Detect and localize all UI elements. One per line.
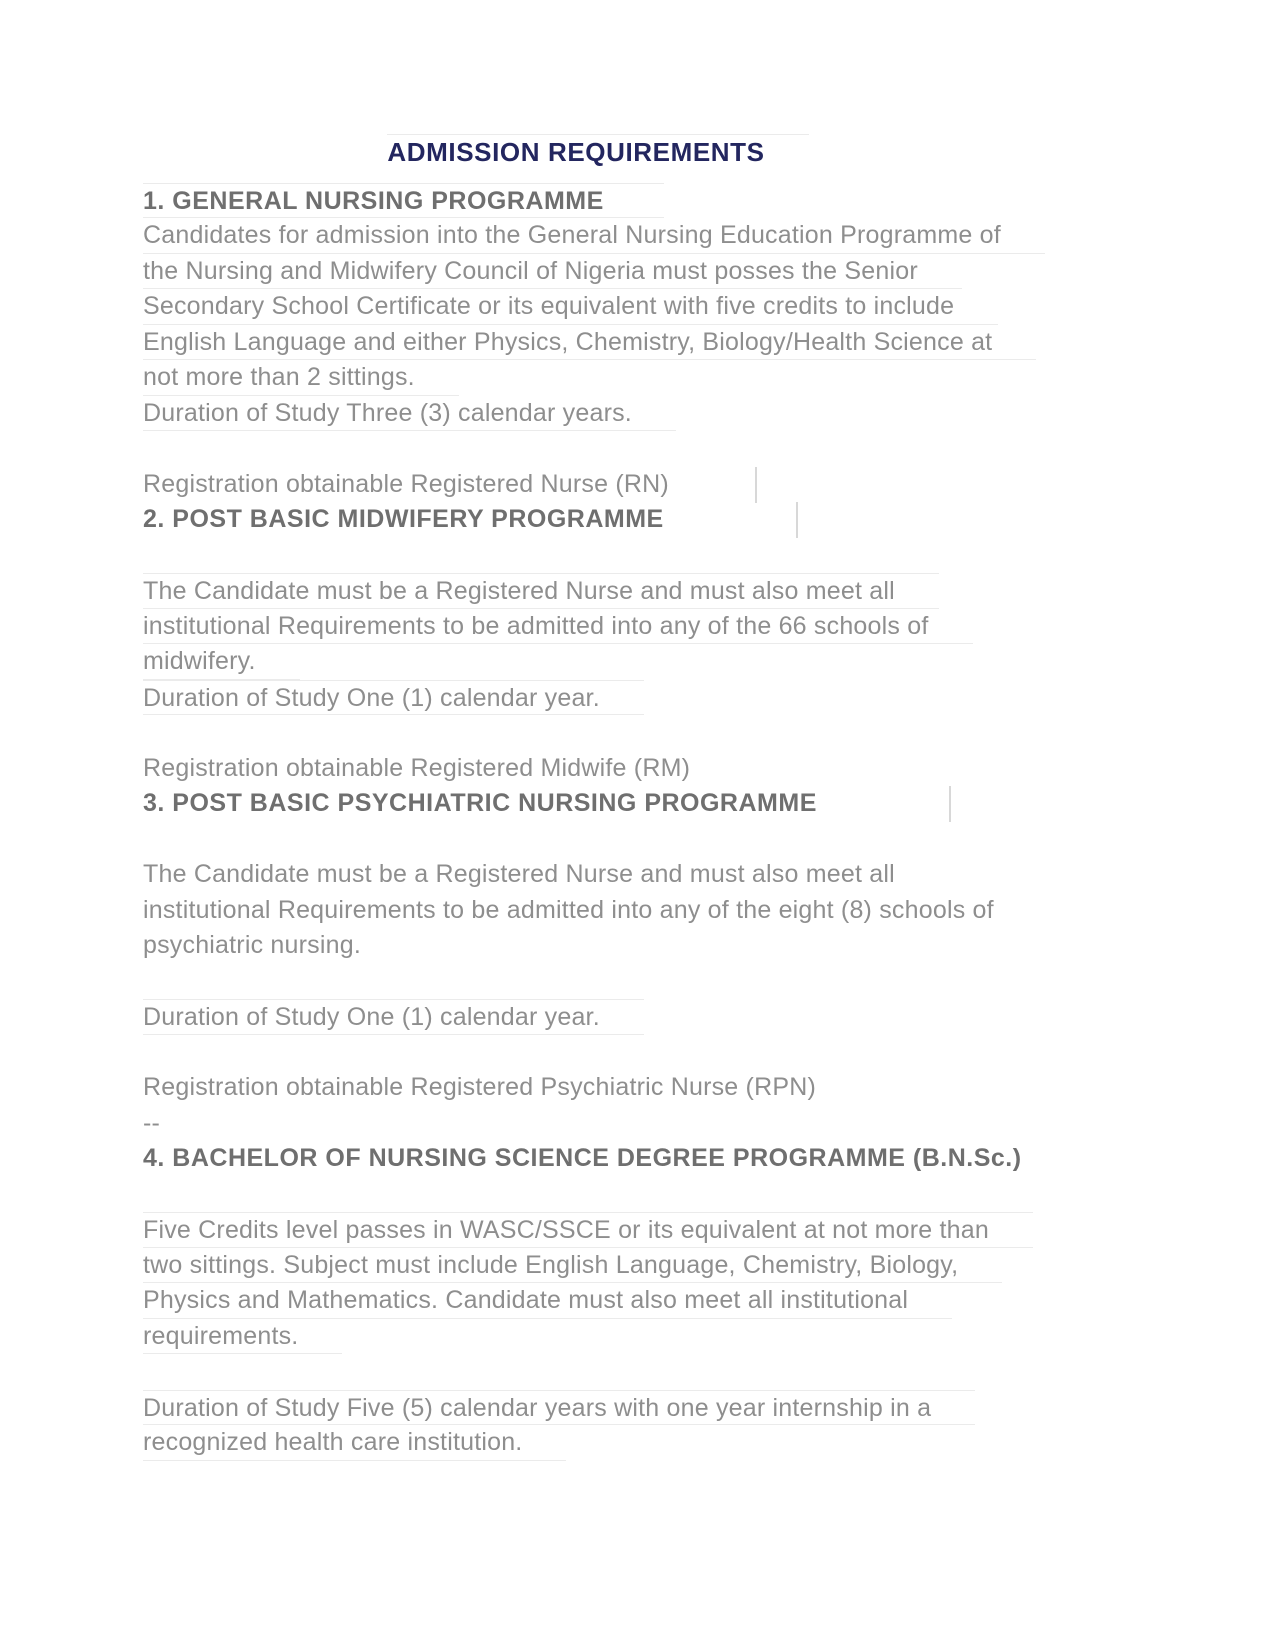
paragraph-block [143,751,1053,787]
body-text: institutional Requirements to be admitted into any of the 66 schools of [143,609,973,645]
text-line [143,183,1053,219]
paragraph-block [143,467,1053,503]
text-line [143,999,1053,1035]
text-line [143,254,1053,290]
text-line [143,1283,1053,1319]
text-line [143,218,1053,254]
blank-line [143,431,1053,467]
paragraph-block [143,218,1053,431]
heading-block [143,502,1053,538]
body-text: Physics and Mathematics. Candidate must also meet all institutional [143,1283,952,1319]
text-line [143,893,1053,929]
body-text: Duration of Study One (1) calendar year. [143,999,644,1035]
text-line [143,1248,1053,1284]
section-heading: 3. POST BASIC PSYCHIATRIC NURSING PROGRAMME [143,789,817,817]
page-title: ADMISSION REQUIREMENTS [387,134,808,170]
body-text: -- [143,1108,161,1137]
text-line [143,1106,1053,1142]
text-line [143,325,1053,361]
blank-line [143,1354,1053,1390]
body-text: Five Credits level passes in WASC/SSCE or its equivalent at not more than [143,1212,1033,1248]
paragraph-block [143,999,1053,1035]
paragraph-block [143,1106,1053,1142]
text-line [143,134,1053,170]
title-block [143,134,1053,170]
text-line [143,360,1053,396]
blank-line [143,964,1053,1000]
document-content [143,134,1053,1461]
paragraph-block [143,1390,1053,1461]
blank-line [143,1035,1053,1071]
body-text: Registration obtainable Registered Nurse (RN) [143,469,669,498]
text-line [143,609,1053,645]
table-border-artifact [796,502,798,538]
section-heading: 2. POST BASIC MIDWIFERY PROGRAMME [143,505,664,533]
body-text: recognized health care institution. [143,1425,566,1461]
table-border-artifact [949,786,951,822]
paragraph-block [143,857,1053,964]
text-line [143,467,1053,503]
body-text: psychiatric nursing. [143,931,361,959]
body-text: not more than 2 sittings. [143,360,459,396]
heading-block [143,786,1053,822]
body-text: The Candidate must be a Registered Nurse and must also meet all [143,860,895,888]
body-text: Duration of Study Three (3) calendar years. [143,396,676,432]
body-text: English Language and either Physics, Chemistry, Biology/Health Science at [143,325,1036,361]
text-line [143,573,1053,609]
text-line [143,751,1053,787]
text-line [143,1425,1053,1461]
text-line [143,289,1053,325]
body-text: Registration obtainable Registered Midwife (RM) [143,753,691,782]
text-line [143,1319,1053,1355]
body-text: Duration of Study One (1) calendar year. [143,680,644,716]
text-line [143,786,1053,822]
section-heading: 4. BACHELOR OF NURSING SCIENCE DEGREE PROGRAMME (B.N.Sc.) [143,1144,1022,1172]
text-line [143,1070,1053,1106]
body-text: The Candidate must be a Registered Nurse and must also meet all [143,573,939,609]
text-line [143,396,1053,432]
paragraph-block [143,1070,1053,1106]
heading-block [143,183,1053,219]
text-line [143,644,1053,680]
text-line [143,857,1053,893]
text-line [143,928,1053,964]
body-text: institutional Requirements to be admitted into any of the eight (8) schools of [143,895,994,924]
text-line [143,1390,1053,1426]
heading-block [143,1141,1053,1177]
text-line [143,1212,1053,1248]
paragraph-block [143,573,1053,715]
blank-line [143,822,1053,858]
text-line [143,680,1053,716]
body-text: Candidates for admission into the General Nursing Education Programme of [143,218,1045,254]
body-text: requirements. [143,1319,342,1355]
body-text: Secondary School Certificate or its equivalent with five credits to include [143,289,998,325]
body-text: midwifery. [143,644,300,680]
blank-line [143,715,1053,751]
body-text: Registration obtainable Registered Psychiatric Nurse (RPN) [143,1073,816,1101]
text-line [143,502,1053,538]
blank-line [143,538,1053,574]
body-text: the Nursing and Midwifery Council of Nigeria must posses the Senior [143,254,962,290]
body-text: Duration of Study Five (5) calendar years with one year internship in a [143,1390,975,1426]
paragraph-block [143,1212,1053,1354]
table-border-artifact [755,467,757,503]
body-text: two sittings. Subject must include English Language, Chemistry, Biology, [143,1248,1002,1284]
blank-line [143,1177,1053,1213]
text-line [143,1141,1053,1177]
section-heading: 1. GENERAL NURSING PROGRAMME [143,183,664,219]
